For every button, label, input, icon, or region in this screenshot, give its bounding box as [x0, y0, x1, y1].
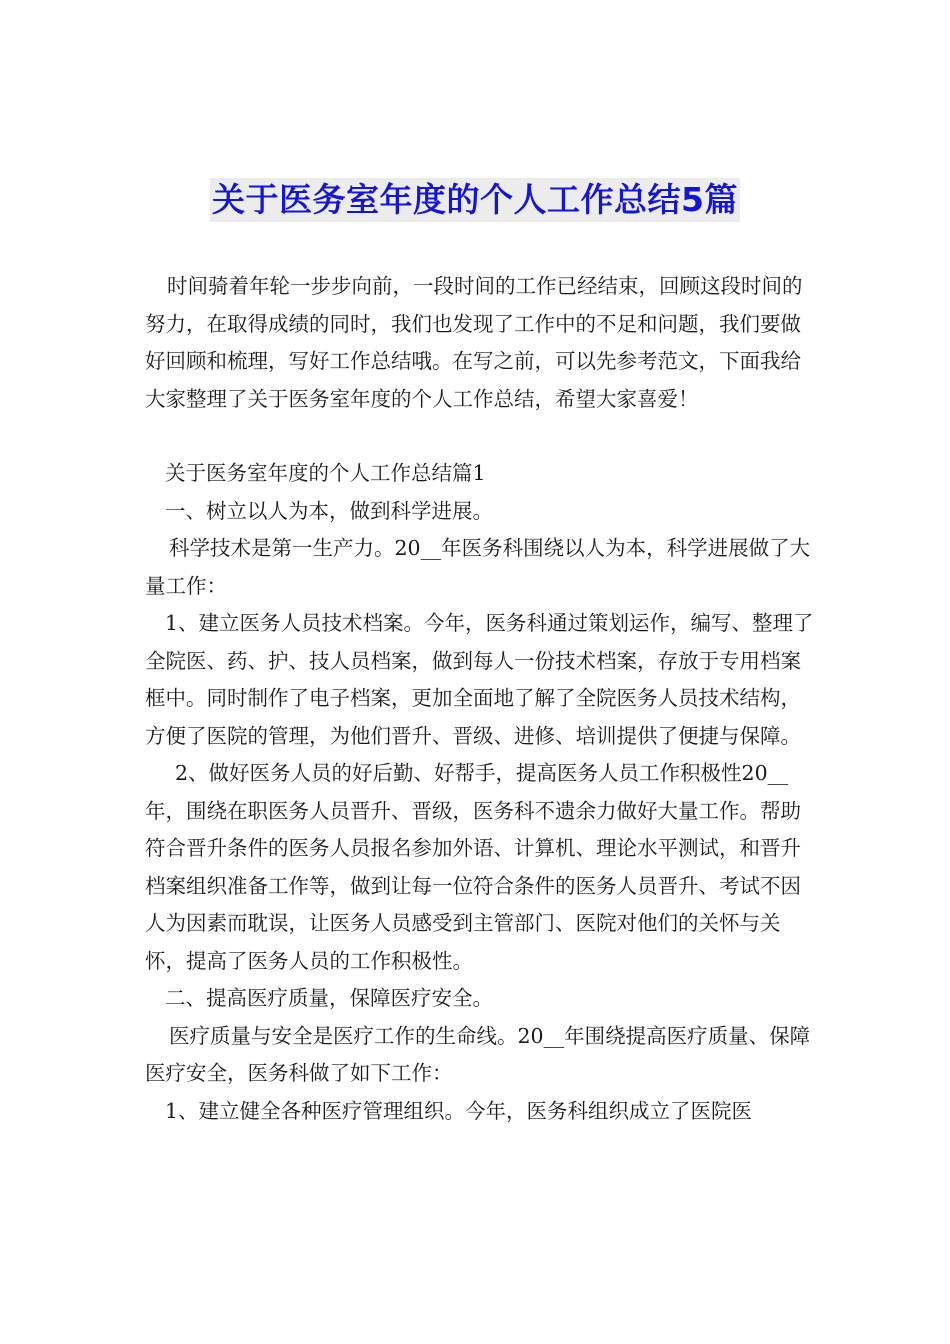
subheading-1: 一、树立以人为本，做到科学进展。	[165, 498, 493, 523]
list-item-2: 2、做好医务人员的好后勤、好帮手，提高医务人员工作积极性20__年，围绕在职医务人员晋升、晋级，医务科不遗余力做好大量工作。帮助符合晋升条件的医务人员报名参加外语、计算机、理论水平测试，和晋升档案组织准备工作等，做到让每一位符合条件的医务人员晋升、考试不因人为因素而耽误，让医务人员感受到主管部门、医院对他们的关怀与关怀，提高了医务人员的工作积极性。	[145, 761, 801, 973]
intro-section	[145, 268, 815, 418]
document-body	[145, 268, 815, 1130]
list-item-1: 1、建立医务人员技术档案。今年，医务科通过策划运作，编写、整理了全院医、药、护、技人员档案，做到每人一份技术档案，存放于专用档案框中。同时制作了电子档案，更加全面地了解了全院医务人员技术结构，方便了医院的管理，为他们晋升、晋级、进修、培训提供了便捷与保障。	[145, 611, 814, 748]
list-item-1: 1、建立健全各种医疗管理组织。今年，医务科组织成立了医院医	[165, 1098, 753, 1123]
section-heading: 关于医务室年度的个人工作总结篇1	[165, 461, 486, 485]
intro-paragraph: 时间骑着年轮一步步向前，一段时间的工作已经结束，回顾这段时间的努力，在取得成绩的同时，我们也发现了工作中的不足和问题，我们要做好回顾和梳理，写好工作总结哦。在写之前，可以先参考范文，下面我给大家整理了关于医务室年度的个人工作总结，希望大家喜爱！	[145, 274, 803, 411]
content-section	[145, 455, 815, 1130]
subheading-2: 二、提高医疗质量，保障医疗安全。	[165, 986, 493, 1010]
document-title: 关于医务室年度的个人工作总结5篇	[210, 178, 740, 222]
title-container	[0, 178, 950, 222]
paragraph: 医疗质量与安全是医疗工作的生命线。20__年围绕提高医疗质量、保障医疗安全，医务科做了如下工作：	[145, 1023, 811, 1085]
paragraph: 科学技术是第一生产力。20__年医务科围绕以人为本，科学进展做了大量工作：	[145, 536, 811, 598]
